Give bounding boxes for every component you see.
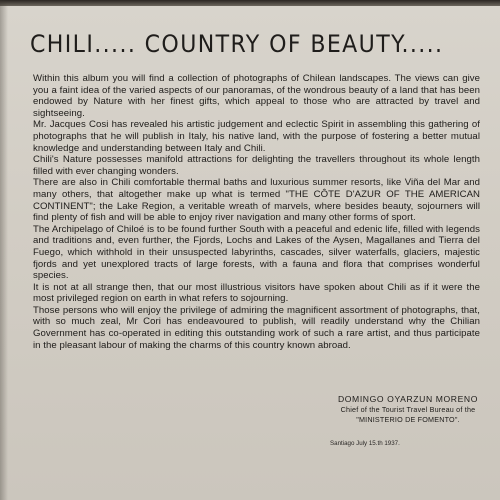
- signature-date: Santiago July 15.th 1937.: [330, 440, 400, 447]
- paragraph-resorts: There are also in Chili comfortable thermal baths and luxurious summer resorts, like Viña del Mar and many others, that altogether make up what is termed "THE CÔTE D'AZUR OF THE AMERICAN CONTINENT"; the Lake Region, a veritable wreath of marvels, where besides beauty, sojourners will find plenty of fish and will be able to enjoy river navigation and many other forms of sport.: [33, 177, 480, 224]
- page-binding-shadow: [0, 0, 8, 500]
- page-top-edge: [0, 0, 500, 6]
- signature-block: [328, 393, 488, 425]
- page-title: CHILI..... COUNTRY OF BEAUTY.....: [30, 30, 444, 58]
- signature-role-line1: Chief of the Tourist Travel Bureau of the: [340, 405, 476, 414]
- paragraph-intro: Within this album you will find a collection of photographs of Chilean landscapes. The views can give you a faint idea of the varied aspects of our panoramas, of the wondrous beauty of a land that has been endowed by Nature with her finest gifts, which appeal to those who are attracted by travel and sightseeing.: [33, 73, 480, 119]
- paragraph-archipelago: The Archipelago of Chiloé is to be found further South with a peaceful and edenic life, filled with legends and traditions and, even further, the Fjords, Lochs and Lakes of the Aysen, Magallanes and Tierra del Fuego, which withhold in their unsuspected labyrinths, cascades, silver waterfalls, glaciers, majestic fjords and yet unexplored tracts of large forests, with a fauna and flora that comprises wonderful species.: [33, 223, 480, 282]
- signature-name: DOMINGO OYARZUN MORENO: [337, 394, 479, 404]
- paragraph-nature: Chili's Nature possesses manifold attractions for delighting the travellers throughout its whole length filled with ever changing wonders.: [33, 154, 480, 177]
- paragraph-visitors: It is not at all strange then, that our most illustrious visitors have spoken about Chili as if it were the most privileged region on earth in what refers to sojourning.: [33, 281, 480, 305]
- body-text: [33, 73, 480, 351]
- paragraph-closing: Those persons who will enjoy the privilege of admiring the magnificent assortment of photographs, that, with so much zeal, Mr Cori has endeavoured to publish, will readily understand why the Chilian Government has co-operated in editing this outstanding work of such a rare artist, and thus participate in the pleasant labour of making the charms of this country known abroad.: [33, 304, 480, 351]
- paragraph-cosi: Mr. Jacques Cosi has revealed his artistic judgement and eclectic Spirit in assembling this gathering of photographs that he will publish in Italy, his native land, with the purpose of fostering a better mutual knowledge and understanding between Italy and Chili.: [33, 119, 480, 154]
- signature-role-line2: "MINISTERIO DE FOMENTO".: [356, 415, 460, 424]
